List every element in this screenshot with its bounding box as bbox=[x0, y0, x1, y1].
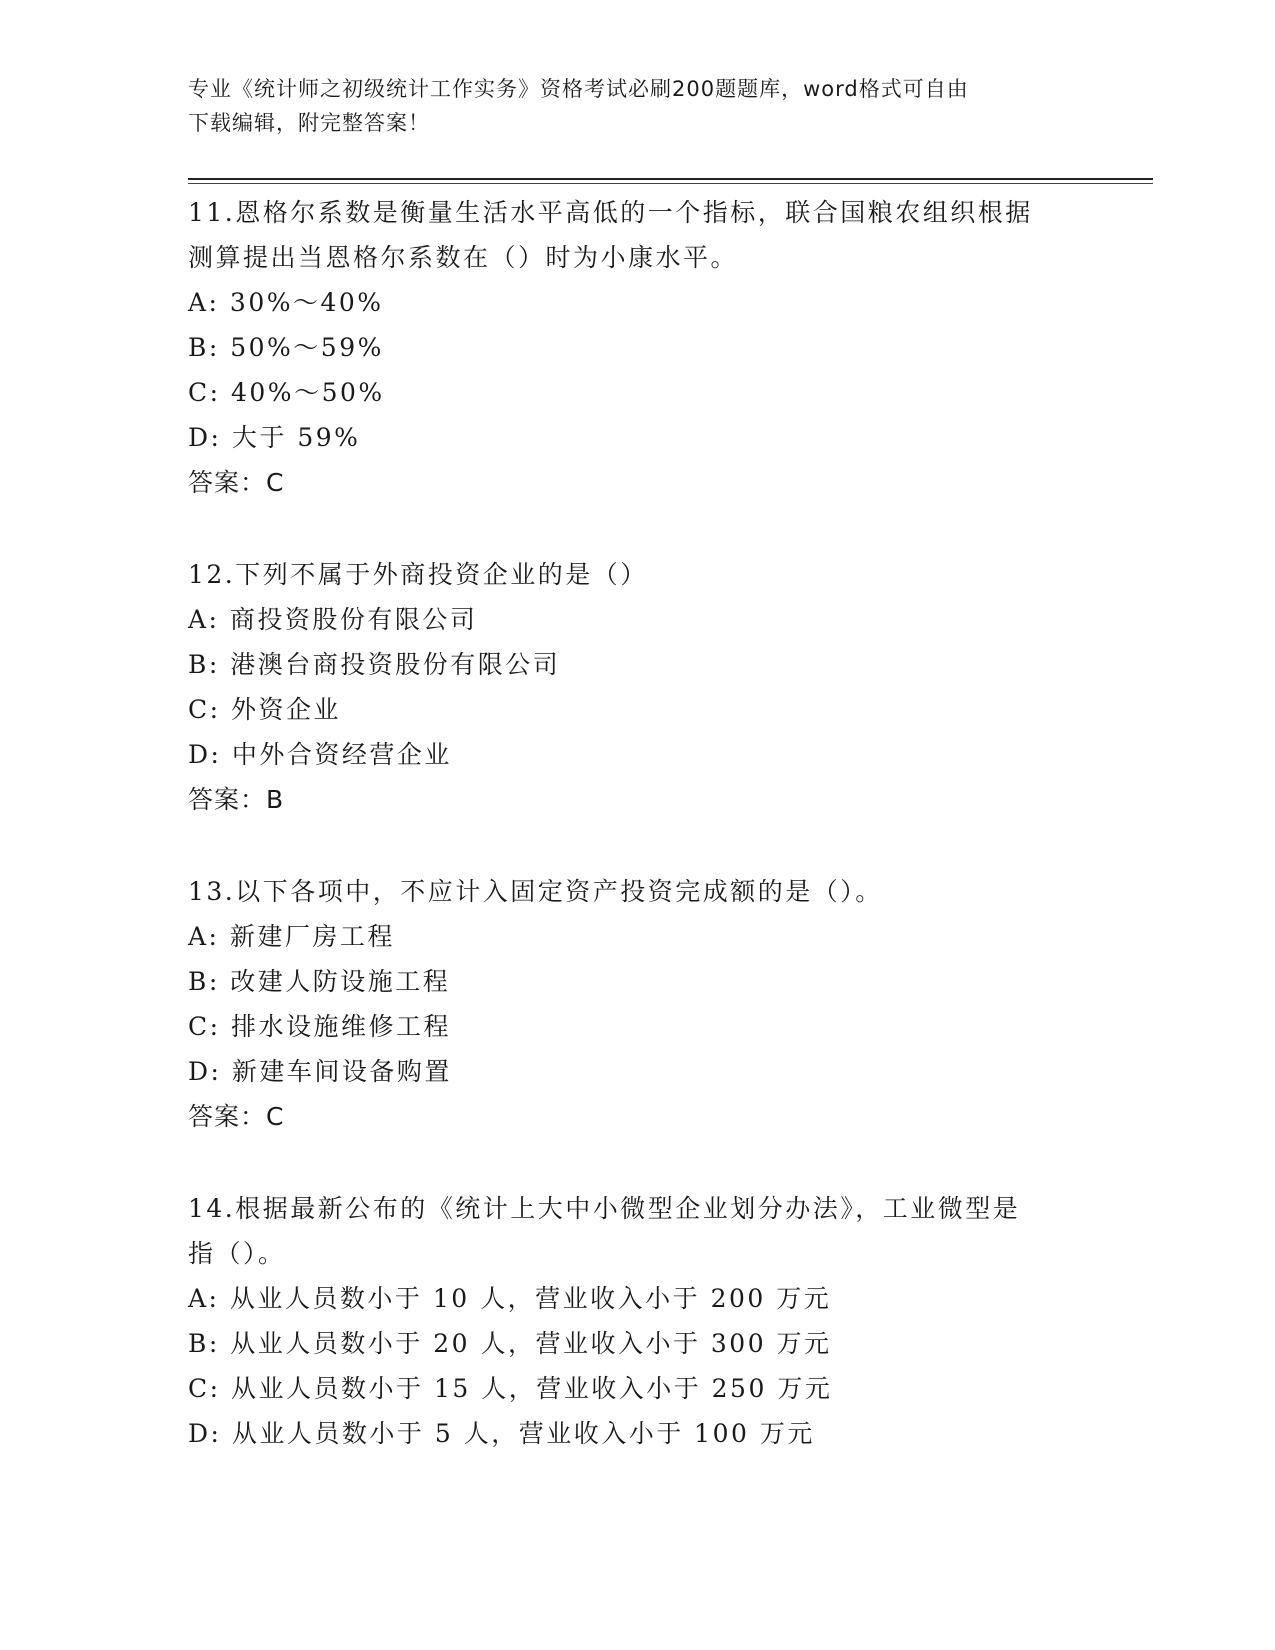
option-d: D: 中外合资经营企业 bbox=[188, 740, 452, 769]
answer-label: 答案：C bbox=[188, 1102, 285, 1131]
option-c: C: 外资企业 bbox=[188, 695, 341, 724]
option-d: D: 大于 59% bbox=[188, 423, 361, 452]
question-13 bbox=[188, 869, 1088, 1140]
document-header bbox=[188, 72, 1088, 140]
option-d: D: 新建车间设备购置 bbox=[188, 1057, 452, 1086]
option-b: B: 港澳台商投资股份有限公司 bbox=[188, 650, 561, 679]
answer-label: 答案：B bbox=[188, 785, 285, 814]
question-stem bbox=[188, 1186, 1088, 1276]
option-d: D: 从业人员数小于 5 人，营业收入小于 100 万元 bbox=[188, 1419, 815, 1448]
question-stem-line: 12.下列不属于外商投资企业的是（） bbox=[188, 560, 648, 589]
option-c: C: 排水设施维修工程 bbox=[188, 1012, 451, 1041]
option-a: A: 从业人员数小于 10 人，营业收入小于 200 万元 bbox=[188, 1284, 832, 1313]
question-stem-line: 测算提出当恩格尔系数在（）时为小康水平。 bbox=[188, 243, 739, 272]
question-14 bbox=[188, 1186, 1088, 1456]
option-c: C: 40%～50% bbox=[188, 378, 385, 407]
question-stem bbox=[188, 190, 1088, 280]
question-stem bbox=[188, 552, 1088, 597]
header-line-1: 专业《统计师之初级统计工作实务》资格考试必刷200题题库，word格式可自由 bbox=[188, 77, 969, 101]
question-stem-line: 指（）。 bbox=[188, 1239, 286, 1268]
question-stem-line: 11.恩格尔系数是衡量生活水平高低的一个指标，联合国粮农组织根据 bbox=[188, 198, 1033, 227]
header-divider-thick bbox=[188, 178, 1153, 180]
question-11 bbox=[188, 190, 1088, 506]
question-list bbox=[188, 190, 1088, 1502]
question-12 bbox=[188, 552, 1088, 823]
option-b: B: 50%～59% bbox=[188, 333, 384, 362]
answer-label: 答案：C bbox=[188, 468, 285, 497]
question-stem-line: 13.以下各项中，不应计入固定资产投资完成额的是（）。 bbox=[188, 877, 883, 906]
option-b: B: 改建人防设施工程 bbox=[188, 967, 451, 996]
header-divider-thin bbox=[188, 183, 1153, 184]
option-a: A: 新建厂房工程 bbox=[188, 922, 395, 951]
option-a: A: 商投资股份有限公司 bbox=[188, 605, 478, 634]
option-a: A: 30%～40% bbox=[188, 288, 384, 317]
option-b: B: 从业人员数小于 20 人，营业收入小于 300 万元 bbox=[188, 1329, 832, 1358]
option-c: C: 从业人员数小于 15 人，营业收入小于 250 万元 bbox=[188, 1374, 833, 1403]
question-stem-line: 14.根据最新公布的《统计上大中小微型企业划分办法》，工业微型是 bbox=[188, 1194, 1021, 1223]
question-stem bbox=[188, 869, 1088, 914]
header-line-2: 下载编辑，附完整答案！ bbox=[188, 111, 430, 135]
